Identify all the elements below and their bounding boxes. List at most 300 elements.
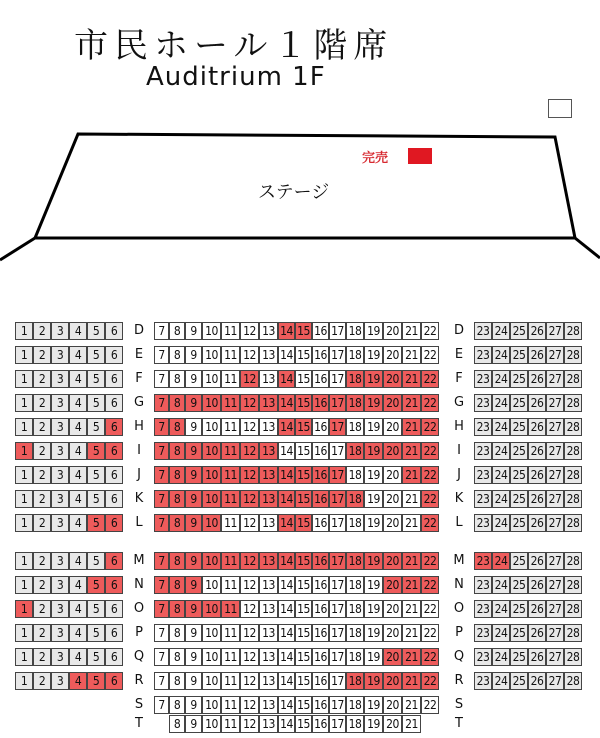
seat-p-26[interactable]: 26 xyxy=(528,624,546,642)
seat-g-9[interactable]: 9 xyxy=(185,394,202,412)
seat-d-6[interactable]: 6 xyxy=(105,322,123,340)
seat-r-11[interactable]: 11 xyxy=(221,672,240,690)
seat-j-1[interactable]: 1 xyxy=(15,466,33,484)
seat-q-6[interactable]: 6 xyxy=(105,648,123,666)
seat-o-25[interactable]: 25 xyxy=(510,600,528,618)
seat-e-20[interactable]: 20 xyxy=(383,346,402,364)
seat-j-16[interactable]: 16 xyxy=(312,466,329,484)
seat-t-12[interactable]: 12 xyxy=(240,715,259,733)
seat-g-12[interactable]: 12 xyxy=(240,394,259,412)
seat-m-23[interactable]: 23 xyxy=(474,552,492,570)
seat-l-10[interactable]: 10 xyxy=(202,514,221,532)
seat-g-22[interactable]: 22 xyxy=(421,394,439,412)
seat-t-19[interactable]: 19 xyxy=(364,715,383,733)
seat-e-18[interactable]: 18 xyxy=(346,346,364,364)
seat-j-24[interactable]: 24 xyxy=(492,466,510,484)
seat-e-21[interactable]: 21 xyxy=(402,346,421,364)
seat-p-21[interactable]: 21 xyxy=(402,624,421,642)
seat-s-17[interactable]: 17 xyxy=(329,696,346,714)
seat-n-24[interactable]: 24 xyxy=(492,576,510,594)
seat-f-14[interactable]: 14 xyxy=(278,370,295,388)
seat-g-5[interactable]: 5 xyxy=(87,394,105,412)
seat-n-8[interactable]: 8 xyxy=(169,576,185,594)
seat-f-16[interactable]: 16 xyxy=(312,370,329,388)
seat-o-12[interactable]: 12 xyxy=(240,600,259,618)
seat-j-6[interactable]: 6 xyxy=(105,466,123,484)
seat-e-26[interactable]: 26 xyxy=(528,346,546,364)
seat-o-8[interactable]: 8 xyxy=(169,600,185,618)
seat-d-5[interactable]: 5 xyxy=(87,322,105,340)
seat-r-20[interactable]: 20 xyxy=(383,672,402,690)
seat-h-19[interactable]: 19 xyxy=(364,418,383,436)
seat-q-15[interactable]: 15 xyxy=(295,648,312,666)
seat-j-10[interactable]: 10 xyxy=(202,466,221,484)
seat-q-14[interactable]: 14 xyxy=(278,648,295,666)
seat-j-28[interactable]: 28 xyxy=(564,466,582,484)
seat-i-15[interactable]: 15 xyxy=(295,442,312,460)
seat-m-12[interactable]: 12 xyxy=(240,552,259,570)
seat-h-26[interactable]: 26 xyxy=(528,418,546,436)
seat-j-14[interactable]: 14 xyxy=(278,466,295,484)
seat-d-9[interactable]: 9 xyxy=(185,322,202,340)
seat-o-11[interactable]: 11 xyxy=(221,600,240,618)
seat-j-20[interactable]: 20 xyxy=(383,466,402,484)
seat-q-18[interactable]: 18 xyxy=(346,648,364,666)
seat-j-19[interactable]: 19 xyxy=(364,466,383,484)
seat-r-18[interactable]: 18 xyxy=(346,672,364,690)
seat-g-25[interactable]: 25 xyxy=(510,394,528,412)
seat-o-6[interactable]: 6 xyxy=(105,600,123,618)
seat-o-17[interactable]: 17 xyxy=(329,600,346,618)
seat-d-27[interactable]: 27 xyxy=(546,322,564,340)
seat-q-10[interactable]: 10 xyxy=(202,648,221,666)
seat-r-25[interactable]: 25 xyxy=(510,672,528,690)
seat-m-24[interactable]: 24 xyxy=(492,552,510,570)
seat-f-28[interactable]: 28 xyxy=(564,370,582,388)
seat-i-12[interactable]: 12 xyxy=(240,442,259,460)
seat-d-10[interactable]: 10 xyxy=(202,322,221,340)
seat-n-1[interactable]: 1 xyxy=(15,576,33,594)
seat-k-6[interactable]: 6 xyxy=(105,490,123,508)
seat-j-3[interactable]: 3 xyxy=(51,466,69,484)
seat-j-11[interactable]: 11 xyxy=(221,466,240,484)
seat-p-16[interactable]: 16 xyxy=(312,624,329,642)
seat-q-12[interactable]: 12 xyxy=(240,648,259,666)
seat-q-2[interactable]: 2 xyxy=(33,648,51,666)
seat-f-10[interactable]: 10 xyxy=(202,370,221,388)
seat-t-13[interactable]: 13 xyxy=(259,715,278,733)
seat-l-13[interactable]: 13 xyxy=(259,514,278,532)
seat-i-6[interactable]: 6 xyxy=(105,442,123,460)
seat-n-21[interactable]: 21 xyxy=(402,576,421,594)
seat-k-19[interactable]: 19 xyxy=(364,490,383,508)
seat-h-21[interactable]: 21 xyxy=(402,418,421,436)
seat-f-2[interactable]: 2 xyxy=(33,370,51,388)
seat-j-13[interactable]: 13 xyxy=(259,466,278,484)
seat-h-14[interactable]: 14 xyxy=(278,418,295,436)
seat-l-1[interactable]: 1 xyxy=(15,514,33,532)
seat-h-13[interactable]: 13 xyxy=(259,418,278,436)
seat-j-5[interactable]: 5 xyxy=(87,466,105,484)
seat-l-27[interactable]: 27 xyxy=(546,514,564,532)
seat-n-10[interactable]: 10 xyxy=(202,576,221,594)
seat-p-20[interactable]: 20 xyxy=(383,624,402,642)
seat-p-12[interactable]: 12 xyxy=(240,624,259,642)
seat-l-23[interactable]: 23 xyxy=(474,514,492,532)
seat-q-20[interactable]: 20 xyxy=(383,648,402,666)
seat-s-15[interactable]: 15 xyxy=(295,696,312,714)
seat-k-22[interactable]: 22 xyxy=(421,490,439,508)
seat-e-27[interactable]: 27 xyxy=(546,346,564,364)
seat-r-6[interactable]: 6 xyxy=(105,672,123,690)
seat-e-17[interactable]: 17 xyxy=(329,346,346,364)
seat-f-13[interactable]: 13 xyxy=(259,370,278,388)
seat-s-18[interactable]: 18 xyxy=(346,696,364,714)
seat-r-23[interactable]: 23 xyxy=(474,672,492,690)
seat-n-27[interactable]: 27 xyxy=(546,576,564,594)
seat-t-10[interactable]: 10 xyxy=(202,715,221,733)
seat-d-2[interactable]: 2 xyxy=(33,322,51,340)
seat-q-21[interactable]: 21 xyxy=(402,648,421,666)
seat-h-25[interactable]: 25 xyxy=(510,418,528,436)
seat-s-21[interactable]: 21 xyxy=(402,696,421,714)
seat-d-14[interactable]: 14 xyxy=(278,322,295,340)
seat-h-8[interactable]: 8 xyxy=(169,418,185,436)
seat-s-19[interactable]: 19 xyxy=(364,696,383,714)
seat-i-10[interactable]: 10 xyxy=(202,442,221,460)
seat-d-13[interactable]: 13 xyxy=(259,322,278,340)
seat-k-9[interactable]: 9 xyxy=(185,490,202,508)
seat-k-7[interactable]: 7 xyxy=(154,490,169,508)
seat-n-13[interactable]: 13 xyxy=(259,576,278,594)
seat-i-11[interactable]: 11 xyxy=(221,442,240,460)
seat-f-12[interactable]: 12 xyxy=(240,370,259,388)
seat-g-23[interactable]: 23 xyxy=(474,394,492,412)
seat-s-12[interactable]: 12 xyxy=(240,696,259,714)
seat-o-7[interactable]: 7 xyxy=(154,600,169,618)
seat-l-2[interactable]: 2 xyxy=(33,514,51,532)
seat-h-23[interactable]: 23 xyxy=(474,418,492,436)
seat-f-7[interactable]: 7 xyxy=(154,370,169,388)
seat-p-28[interactable]: 28 xyxy=(564,624,582,642)
seat-l-21[interactable]: 21 xyxy=(402,514,421,532)
seat-k-28[interactable]: 28 xyxy=(564,490,582,508)
seat-q-1[interactable]: 1 xyxy=(15,648,33,666)
seat-g-18[interactable]: 18 xyxy=(346,394,364,412)
seat-f-25[interactable]: 25 xyxy=(510,370,528,388)
seat-h-16[interactable]: 16 xyxy=(312,418,329,436)
seat-k-2[interactable]: 2 xyxy=(33,490,51,508)
seat-d-17[interactable]: 17 xyxy=(329,322,346,340)
seat-h-6[interactable]: 6 xyxy=(105,418,123,436)
seat-k-3[interactable]: 3 xyxy=(51,490,69,508)
seat-g-17[interactable]: 17 xyxy=(329,394,346,412)
seat-l-28[interactable]: 28 xyxy=(564,514,582,532)
seat-d-8[interactable]: 8 xyxy=(169,322,185,340)
seat-l-4[interactable]: 4 xyxy=(69,514,87,532)
seat-i-3[interactable]: 3 xyxy=(51,442,69,460)
seat-e-7[interactable]: 7 xyxy=(154,346,169,364)
seat-r-1[interactable]: 1 xyxy=(15,672,33,690)
seat-l-12[interactable]: 12 xyxy=(240,514,259,532)
seat-m-25[interactable]: 25 xyxy=(510,552,528,570)
seat-k-4[interactable]: 4 xyxy=(69,490,87,508)
seat-j-27[interactable]: 27 xyxy=(546,466,564,484)
seat-n-23[interactable]: 23 xyxy=(474,576,492,594)
seat-r-19[interactable]: 19 xyxy=(364,672,383,690)
seat-g-10[interactable]: 10 xyxy=(202,394,221,412)
seat-o-13[interactable]: 13 xyxy=(259,600,278,618)
seat-m-3[interactable]: 3 xyxy=(51,552,69,570)
seat-s-8[interactable]: 8 xyxy=(169,696,185,714)
seat-j-23[interactable]: 23 xyxy=(474,466,492,484)
seat-l-6[interactable]: 6 xyxy=(105,514,123,532)
seat-n-6[interactable]: 6 xyxy=(105,576,123,594)
seat-i-21[interactable]: 21 xyxy=(402,442,421,460)
seat-m-2[interactable]: 2 xyxy=(33,552,51,570)
seat-o-27[interactable]: 27 xyxy=(546,600,564,618)
seat-d-28[interactable]: 28 xyxy=(564,322,582,340)
seat-p-24[interactable]: 24 xyxy=(492,624,510,642)
seat-t-18[interactable]: 18 xyxy=(346,715,364,733)
seat-m-8[interactable]: 8 xyxy=(169,552,185,570)
seat-f-1[interactable]: 1 xyxy=(15,370,33,388)
seat-h-1[interactable]: 1 xyxy=(15,418,33,436)
seat-i-16[interactable]: 16 xyxy=(312,442,329,460)
seat-o-9[interactable]: 9 xyxy=(185,600,202,618)
seat-n-15[interactable]: 15 xyxy=(295,576,312,594)
seat-p-13[interactable]: 13 xyxy=(259,624,278,642)
seat-f-15[interactable]: 15 xyxy=(295,370,312,388)
seat-g-4[interactable]: 4 xyxy=(69,394,87,412)
seat-f-26[interactable]: 26 xyxy=(528,370,546,388)
seat-k-16[interactable]: 16 xyxy=(312,490,329,508)
seat-o-2[interactable]: 2 xyxy=(33,600,51,618)
seat-s-13[interactable]: 13 xyxy=(259,696,278,714)
seat-e-15[interactable]: 15 xyxy=(295,346,312,364)
seat-j-9[interactable]: 9 xyxy=(185,466,202,484)
seat-n-12[interactable]: 12 xyxy=(240,576,259,594)
seat-l-18[interactable]: 18 xyxy=(346,514,364,532)
seat-f-20[interactable]: 20 xyxy=(383,370,402,388)
seat-g-15[interactable]: 15 xyxy=(295,394,312,412)
seat-m-1[interactable]: 1 xyxy=(15,552,33,570)
seat-o-16[interactable]: 16 xyxy=(312,600,329,618)
seat-o-10[interactable]: 10 xyxy=(202,600,221,618)
seat-s-14[interactable]: 14 xyxy=(278,696,295,714)
seat-o-26[interactable]: 26 xyxy=(528,600,546,618)
seat-f-8[interactable]: 8 xyxy=(169,370,185,388)
seat-l-26[interactable]: 26 xyxy=(528,514,546,532)
seat-o-24[interactable]: 24 xyxy=(492,600,510,618)
seat-p-25[interactable]: 25 xyxy=(510,624,528,642)
seat-i-27[interactable]: 27 xyxy=(546,442,564,460)
seat-m-7[interactable]: 7 xyxy=(154,552,169,570)
seat-p-15[interactable]: 15 xyxy=(295,624,312,642)
seat-l-11[interactable]: 11 xyxy=(221,514,240,532)
seat-h-12[interactable]: 12 xyxy=(240,418,259,436)
seat-f-9[interactable]: 9 xyxy=(185,370,202,388)
seat-h-2[interactable]: 2 xyxy=(33,418,51,436)
seat-h-20[interactable]: 20 xyxy=(383,418,402,436)
seat-j-25[interactable]: 25 xyxy=(510,466,528,484)
seat-o-28[interactable]: 28 xyxy=(564,600,582,618)
seat-d-11[interactable]: 11 xyxy=(221,322,240,340)
seat-n-14[interactable]: 14 xyxy=(278,576,295,594)
seat-q-9[interactable]: 9 xyxy=(185,648,202,666)
seat-k-8[interactable]: 8 xyxy=(169,490,185,508)
seat-t-15[interactable]: 15 xyxy=(295,715,312,733)
seat-h-22[interactable]: 22 xyxy=(421,418,439,436)
seat-r-17[interactable]: 17 xyxy=(329,672,346,690)
seat-m-14[interactable]: 14 xyxy=(278,552,295,570)
seat-d-20[interactable]: 20 xyxy=(383,322,402,340)
seat-d-24[interactable]: 24 xyxy=(492,322,510,340)
seat-r-13[interactable]: 13 xyxy=(259,672,278,690)
seat-q-5[interactable]: 5 xyxy=(87,648,105,666)
seat-j-2[interactable]: 2 xyxy=(33,466,51,484)
seat-o-19[interactable]: 19 xyxy=(364,600,383,618)
seat-r-16[interactable]: 16 xyxy=(312,672,329,690)
seat-r-10[interactable]: 10 xyxy=(202,672,221,690)
seat-g-13[interactable]: 13 xyxy=(259,394,278,412)
seat-m-22[interactable]: 22 xyxy=(421,552,439,570)
seat-g-1[interactable]: 1 xyxy=(15,394,33,412)
seat-d-16[interactable]: 16 xyxy=(312,322,329,340)
seat-f-27[interactable]: 27 xyxy=(546,370,564,388)
seat-t-16[interactable]: 16 xyxy=(312,715,329,733)
seat-g-11[interactable]: 11 xyxy=(221,394,240,412)
seat-j-18[interactable]: 18 xyxy=(346,466,364,484)
seat-t-20[interactable]: 20 xyxy=(383,715,402,733)
seat-i-5[interactable]: 5 xyxy=(87,442,105,460)
seat-l-5[interactable]: 5 xyxy=(87,514,105,532)
seat-q-26[interactable]: 26 xyxy=(528,648,546,666)
seat-g-27[interactable]: 27 xyxy=(546,394,564,412)
seat-e-16[interactable]: 16 xyxy=(312,346,329,364)
seat-l-20[interactable]: 20 xyxy=(383,514,402,532)
seat-i-14[interactable]: 14 xyxy=(278,442,295,460)
seat-d-12[interactable]: 12 xyxy=(240,322,259,340)
seat-p-3[interactable]: 3 xyxy=(51,624,69,642)
seat-q-22[interactable]: 22 xyxy=(421,648,439,666)
seat-e-28[interactable]: 28 xyxy=(564,346,582,364)
seat-n-9[interactable]: 9 xyxy=(185,576,202,594)
seat-o-4[interactable]: 4 xyxy=(69,600,87,618)
seat-d-19[interactable]: 19 xyxy=(364,322,383,340)
seat-f-19[interactable]: 19 xyxy=(364,370,383,388)
seat-e-22[interactable]: 22 xyxy=(421,346,439,364)
seat-e-2[interactable]: 2 xyxy=(33,346,51,364)
seat-s-22[interactable]: 22 xyxy=(421,696,439,714)
seat-g-8[interactable]: 8 xyxy=(169,394,185,412)
seat-e-25[interactable]: 25 xyxy=(510,346,528,364)
seat-e-3[interactable]: 3 xyxy=(51,346,69,364)
seat-j-17[interactable]: 17 xyxy=(329,466,346,484)
seat-e-13[interactable]: 13 xyxy=(259,346,278,364)
seat-e-5[interactable]: 5 xyxy=(87,346,105,364)
seat-p-7[interactable]: 7 xyxy=(154,624,169,642)
seat-n-20[interactable]: 20 xyxy=(383,576,402,594)
seat-o-20[interactable]: 20 xyxy=(383,600,402,618)
seat-k-26[interactable]: 26 xyxy=(528,490,546,508)
seat-r-15[interactable]: 15 xyxy=(295,672,312,690)
seat-m-13[interactable]: 13 xyxy=(259,552,278,570)
seat-p-1[interactable]: 1 xyxy=(15,624,33,642)
seat-q-28[interactable]: 28 xyxy=(564,648,582,666)
seat-i-1[interactable]: 1 xyxy=(15,442,33,460)
seat-r-14[interactable]: 14 xyxy=(278,672,295,690)
seat-g-24[interactable]: 24 xyxy=(492,394,510,412)
seat-r-28[interactable]: 28 xyxy=(564,672,582,690)
seat-j-22[interactable]: 22 xyxy=(421,466,439,484)
seat-q-27[interactable]: 27 xyxy=(546,648,564,666)
seat-o-18[interactable]: 18 xyxy=(346,600,364,618)
seat-m-21[interactable]: 21 xyxy=(402,552,421,570)
seat-j-26[interactable]: 26 xyxy=(528,466,546,484)
seat-d-7[interactable]: 7 xyxy=(154,322,169,340)
seat-i-25[interactable]: 25 xyxy=(510,442,528,460)
seat-i-24[interactable]: 24 xyxy=(492,442,510,460)
seat-e-11[interactable]: 11 xyxy=(221,346,240,364)
seat-e-12[interactable]: 12 xyxy=(240,346,259,364)
seat-i-8[interactable]: 8 xyxy=(169,442,185,460)
seat-m-10[interactable]: 10 xyxy=(202,552,221,570)
seat-p-11[interactable]: 11 xyxy=(221,624,240,642)
seat-m-19[interactable]: 19 xyxy=(364,552,383,570)
seat-q-17[interactable]: 17 xyxy=(329,648,346,666)
seat-o-5[interactable]: 5 xyxy=(87,600,105,618)
seat-g-21[interactable]: 21 xyxy=(402,394,421,412)
seat-d-1[interactable]: 1 xyxy=(15,322,33,340)
seat-k-20[interactable]: 20 xyxy=(383,490,402,508)
seat-l-22[interactable]: 22 xyxy=(421,514,439,532)
seat-i-23[interactable]: 23 xyxy=(474,442,492,460)
seat-e-14[interactable]: 14 xyxy=(278,346,295,364)
seat-f-18[interactable]: 18 xyxy=(346,370,364,388)
seat-t-14[interactable]: 14 xyxy=(278,715,295,733)
seat-e-23[interactable]: 23 xyxy=(474,346,492,364)
seat-q-11[interactable]: 11 xyxy=(221,648,240,666)
seat-q-13[interactable]: 13 xyxy=(259,648,278,666)
seat-m-27[interactable]: 27 xyxy=(546,552,564,570)
seat-p-19[interactable]: 19 xyxy=(364,624,383,642)
seat-o-15[interactable]: 15 xyxy=(295,600,312,618)
seat-k-13[interactable]: 13 xyxy=(259,490,278,508)
seat-p-22[interactable]: 22 xyxy=(421,624,439,642)
seat-n-7[interactable]: 7 xyxy=(154,576,169,594)
seat-j-8[interactable]: 8 xyxy=(169,466,185,484)
seat-m-28[interactable]: 28 xyxy=(564,552,582,570)
seat-p-4[interactable]: 4 xyxy=(69,624,87,642)
seat-i-13[interactable]: 13 xyxy=(259,442,278,460)
seat-g-14[interactable]: 14 xyxy=(278,394,295,412)
seat-s-9[interactable]: 9 xyxy=(185,696,202,714)
seat-k-27[interactable]: 27 xyxy=(546,490,564,508)
seat-i-4[interactable]: 4 xyxy=(69,442,87,460)
seat-k-14[interactable]: 14 xyxy=(278,490,295,508)
seat-r-7[interactable]: 7 xyxy=(154,672,169,690)
seat-j-7[interactable]: 7 xyxy=(154,466,169,484)
seat-m-16[interactable]: 16 xyxy=(312,552,329,570)
seat-r-12[interactable]: 12 xyxy=(240,672,259,690)
seat-m-11[interactable]: 11 xyxy=(221,552,240,570)
seat-i-22[interactable]: 22 xyxy=(421,442,439,460)
seat-d-26[interactable]: 26 xyxy=(528,322,546,340)
seat-j-21[interactable]: 21 xyxy=(402,466,421,484)
seat-q-16[interactable]: 16 xyxy=(312,648,329,666)
seat-i-28[interactable]: 28 xyxy=(564,442,582,460)
